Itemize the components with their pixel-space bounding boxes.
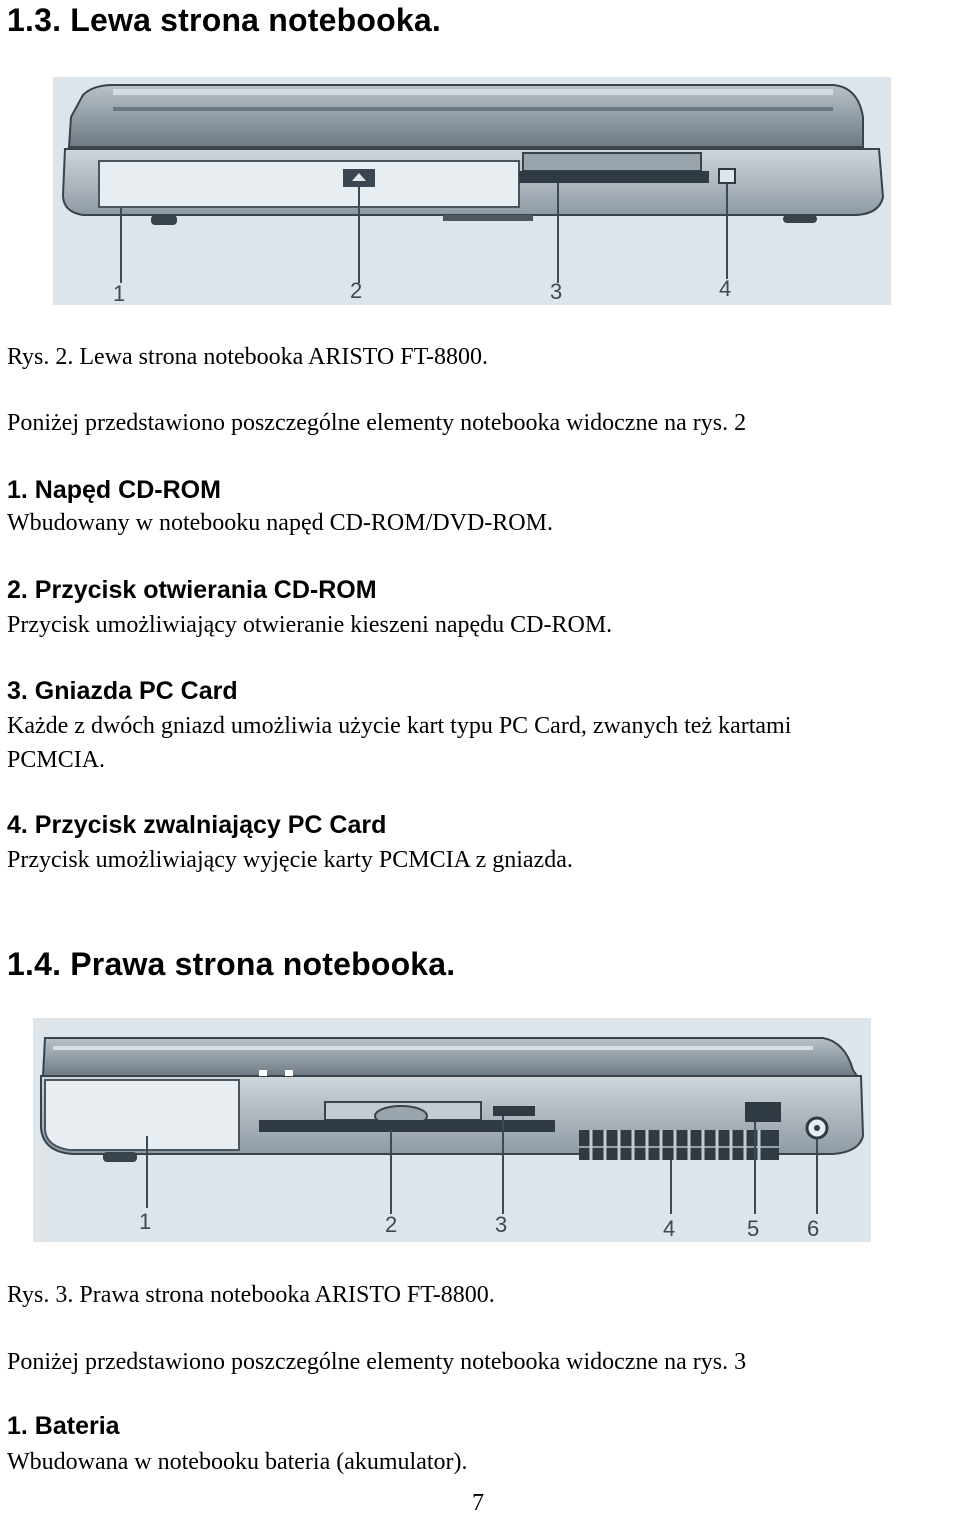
item-heading: 3. Gniazda PC Card [7,677,238,705]
figure-right-side-photo [33,1018,871,1242]
cd-drive [99,161,519,207]
callout-1: 1 [113,281,126,305]
callout-6: 6 [807,1216,820,1241]
callout-2: 2 [385,1212,398,1237]
section-title-right-side: 1.4. Prawa strona notebooka. [7,946,456,982]
figure-left-side-photo [53,77,891,305]
callout-4: 4 [719,276,732,301]
eject-button [493,1106,535,1116]
port [745,1102,781,1122]
intro-text: Poniżej przedstawiono poszczególne elementy notebooka widoczne na rys. 2 [7,410,747,436]
callout-5: 5 [747,1216,760,1241]
item-text: Wbudowany w notebooku napęd CD-ROM/DVD-ROM. [7,510,553,536]
item-heading: 4. Przycisk zwalniający PC Card [7,811,387,839]
item-text: PCMCIA. [7,747,106,773]
battery [45,1080,239,1150]
vent-grille [579,1130,779,1160]
callout-3: 3 [550,279,563,304]
callout-4: 4 [663,1216,676,1241]
intro-text: Poniżej przedstawiono poszczególne elementy notebooka widoczne na rys. 3 [7,1349,747,1375]
pc-card-release-button [719,169,735,183]
callout-2: 2 [350,278,363,303]
item-text: Każde z dwóch gniazd umożliwia użycie kart typu PC Card, zwanych też kartami [7,713,792,739]
item-heading: 2. Przycisk otwierania CD-ROM [7,576,377,604]
item-heading: 1. Bateria [7,1412,120,1440]
item-text: Wbudowana w notebooku bateria (akumulator). [7,1449,468,1475]
drive-slot [259,1120,555,1132]
pc-card-slots [519,171,709,183]
callout-1: 1 [139,1209,152,1234]
figure-caption: Rys. 2. Lewa strona notebooka ARISTO FT-8800. [7,344,489,370]
figure-caption: Rys. 3. Prawa strona notebooka ARISTO FT-8800. [7,1282,495,1308]
page-number: 7 [472,1490,484,1516]
item-text: Przycisk umożliwiający otwieranie kieszeni napędu CD-ROM. [7,612,613,638]
laptop-lid [43,1038,857,1076]
callout-3: 3 [495,1212,508,1237]
item-text: Przycisk umożliwiający wyjęcie karty PCMCIA z gniazda. [7,847,573,873]
section-title-left-side: 1.3. Lewa strona notebooka. [7,2,441,38]
item-heading: 1. Napęd CD-ROM [7,476,221,504]
